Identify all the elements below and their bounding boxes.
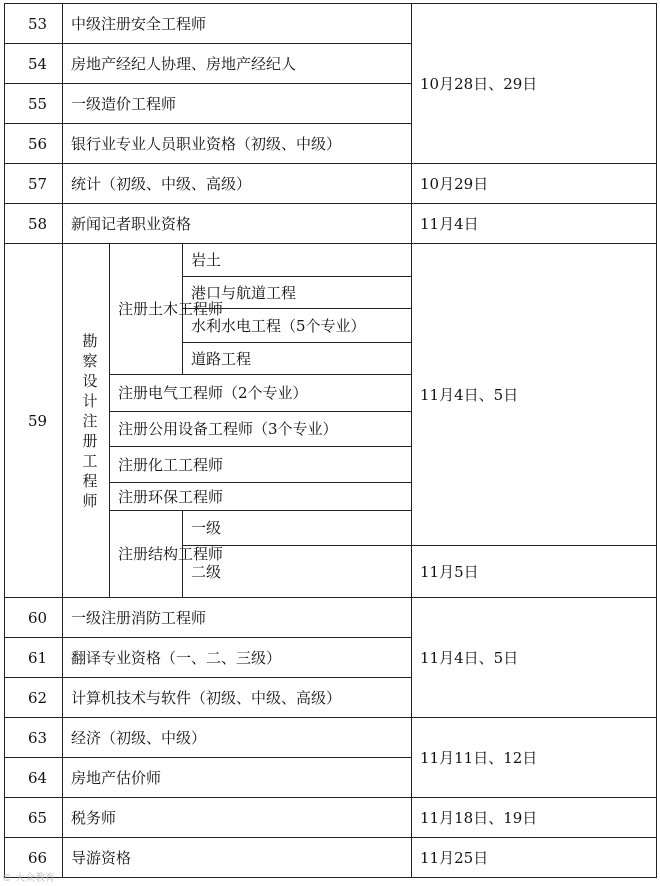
structural-grade: 二级 — [183, 546, 412, 598]
exam-date: 11月25日 — [412, 838, 657, 878]
exam-date: 10月28日、29日 — [412, 4, 657, 164]
row-number: 55 — [5, 84, 63, 124]
vertical-char: 察 — [82, 351, 98, 370]
table-row — [5, 718, 657, 758]
table-row — [5, 204, 657, 244]
row-number: 54 — [5, 44, 63, 84]
exam-name: 银行业专业人员职业资格（初级、中级） — [63, 124, 412, 164]
civil-specialty: 港口与航道工程 — [183, 277, 412, 309]
row-number: 63 — [5, 718, 63, 758]
civil-specialty: 水利水电工程（5个专业） — [183, 309, 412, 343]
table-row — [5, 4, 657, 44]
exam-subname: 注册环保工程师 — [110, 483, 412, 511]
exam-name: 一级注册消防工程师 — [63, 598, 412, 638]
exam-date: 11月5日 — [412, 546, 657, 598]
exam-name: 税务师 — [63, 798, 412, 838]
row-number: 66 — [5, 838, 63, 878]
category-vertical-label — [63, 244, 110, 598]
row-number: 58 — [5, 204, 63, 244]
table-row — [5, 798, 657, 838]
exam-name: 中级注册安全工程师 — [63, 4, 412, 44]
table-row — [5, 164, 657, 204]
row-number: 65 — [5, 798, 63, 838]
row-number: 60 — [5, 598, 63, 638]
exam-name: 房地产经纪人协理、房地产经纪人 — [63, 44, 412, 84]
row-number: 53 — [5, 4, 63, 44]
vertical-char: 程 — [82, 471, 98, 490]
exam-subname: 注册公用设备工程师（3个专业） — [110, 412, 412, 447]
exam-subname: 注册电气工程师（2个专业） — [110, 375, 412, 412]
exam-date: 11月11日、12日 — [412, 718, 657, 798]
exam-name: 翻译专业资格（一、二、三级） — [63, 638, 412, 678]
exam-name: 房地产估价师 — [63, 758, 412, 798]
vertical-char: 设 — [82, 371, 98, 390]
exam-date: 11月4日、5日 — [412, 598, 657, 718]
table-row — [5, 598, 657, 638]
table-row — [5, 838, 657, 878]
civil-engineer-label: 注册土木工程师 — [110, 244, 183, 375]
vertical-char: 册 — [82, 431, 98, 450]
vertical-char: 注 — [82, 411, 98, 430]
exam-date: 11月4日 — [412, 204, 657, 244]
watermark: © 大众教育 — [2, 873, 56, 884]
exam-subname: 注册化工工程师 — [110, 447, 412, 483]
exam-name: 新闻记者职业资格 — [63, 204, 412, 244]
vertical-char: 计 — [82, 391, 98, 410]
civil-specialty: 岩土 — [183, 244, 412, 277]
row-number: 56 — [5, 124, 63, 164]
row-number: 59 — [5, 244, 63, 598]
vertical-char: 勘 — [82, 331, 98, 350]
civil-specialty: 道路工程 — [183, 343, 412, 375]
vertical-char: 师 — [82, 491, 98, 510]
exam-name: 导游资格 — [63, 838, 412, 878]
exam-name: 一级造价工程师 — [63, 84, 412, 124]
exam-name: 统计（初级、中级、高级） — [63, 164, 412, 204]
table-row — [5, 244, 657, 277]
structural-grade: 一级 — [183, 511, 412, 546]
structural-engineer-label: 注册结构工程师 — [110, 511, 183, 598]
exam-date: 11月4日、5日 — [412, 244, 657, 546]
row-number: 64 — [5, 758, 63, 798]
row-number: 61 — [5, 638, 63, 678]
vertical-char: 工 — [82, 451, 98, 470]
exam-date: 10月29日 — [412, 164, 657, 204]
row-number: 57 — [5, 164, 63, 204]
exam-name: 经济（初级、中级） — [63, 718, 412, 758]
exam-name: 计算机技术与软件（初级、中级、高级） — [63, 678, 412, 718]
exam-schedule-table — [4, 3, 657, 878]
exam-date: 11月18日、19日 — [412, 798, 657, 838]
row-number: 62 — [5, 678, 63, 718]
